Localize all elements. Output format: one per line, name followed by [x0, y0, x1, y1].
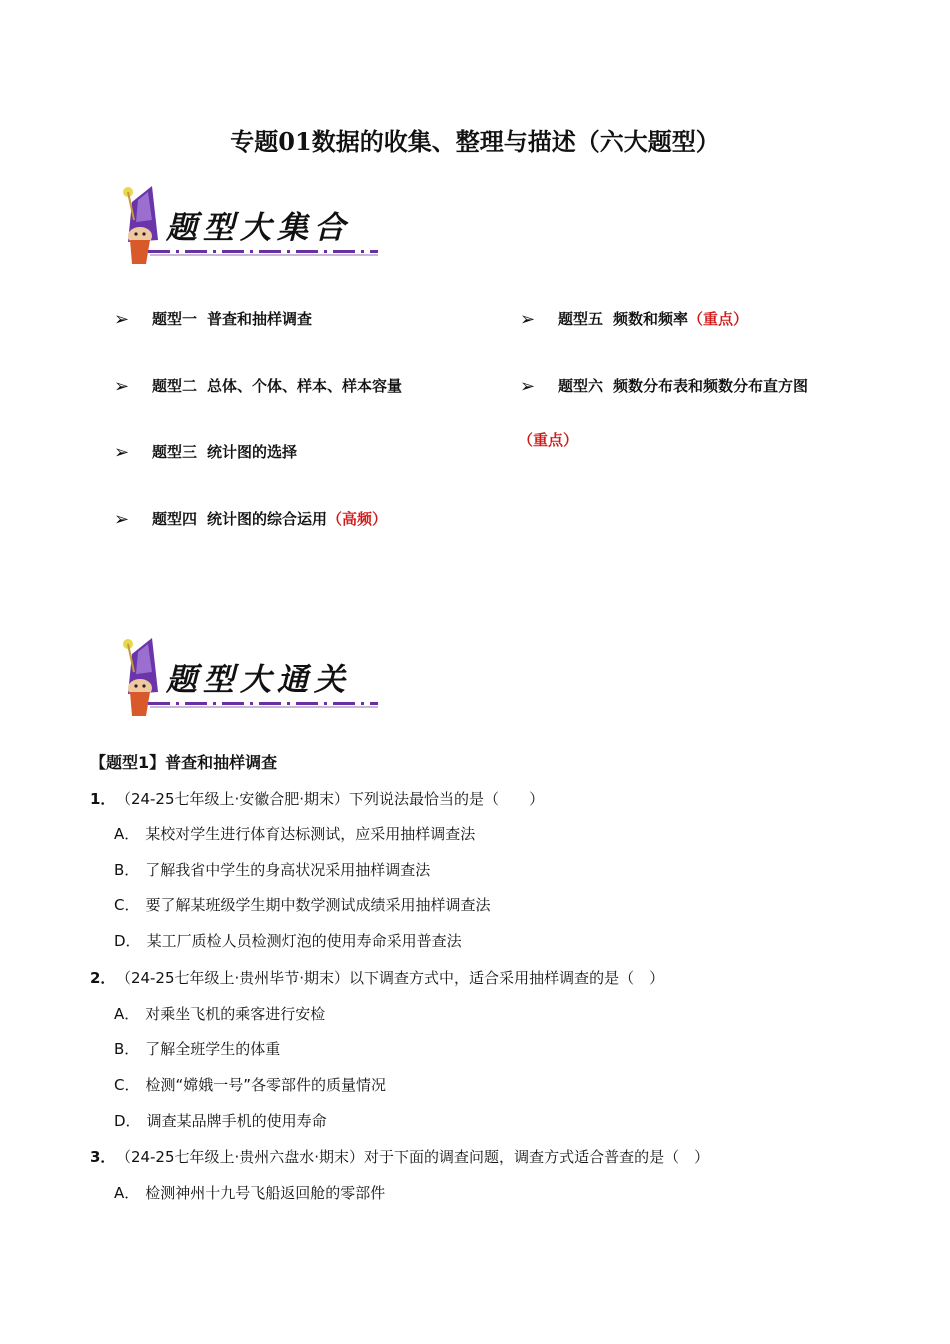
banner-collection-shadow [150, 254, 378, 256]
question-2-option-d[interactable]: D． 调查某品牌手机的使用寿命 [114, 1112, 327, 1130]
arrow-bullet-icon: ➢ [114, 376, 130, 397]
question-1-option-c[interactable]: C． 要了解某班级学生期中数学测试成绩采用抽样调查法 [114, 896, 491, 914]
question-1-option-b[interactable]: B． 了解我省中学生的身高状况采用抽样调查法 [114, 861, 431, 879]
tag-high-frequency: （高频） [327, 510, 388, 528]
toc-item-1[interactable]: ➢ 题型一 普查和抽样调查 [114, 309, 313, 330]
arrow-bullet-icon: ➢ [114, 309, 130, 330]
question-3-option-a[interactable]: A． 检测神州十九号飞船返回舱的零部件 [114, 1184, 386, 1202]
toc-item-6-tag: （重点） [518, 431, 579, 449]
question-2-option-b[interactable]: B． 了解全班学生的体重 [114, 1040, 281, 1058]
question-1-option-a[interactable]: A． 某校对学生进行体育达标测试，应采用抽样调查法 [114, 825, 476, 843]
banner-pass [118, 632, 383, 722]
arrow-bullet-icon: ➢ [114, 442, 130, 463]
section-heading: 【题型1】普查和抽样调查 [90, 753, 278, 772]
banner-collection [118, 180, 383, 270]
toc-item-4[interactable]: ➢ 题型四 统计图的综合运用（高频） [114, 509, 388, 530]
page-title: 专题01数据的收集、整理与描述（六大题型） [230, 127, 720, 156]
question-3: 3． （24-25七年级上·贵州六盘水·期末）对于下面的调查问题，调查方式适合普查的是（ ） [90, 1148, 710, 1166]
toc-item-5[interactable]: ➢ 题型五 频数和频率（重点） [520, 309, 749, 330]
arrow-bullet-icon: ➢ [520, 309, 536, 330]
banner-pass-shadow [150, 706, 378, 708]
banner-pass-text: 题型大通关 [166, 662, 351, 698]
toc-item-3[interactable]: ➢ 题型三 统计图的选择 [114, 442, 298, 463]
toc-item-2[interactable]: ➢ 题型二 总体、个体、样本、样本容量 [114, 376, 403, 397]
banner-collection-underline [148, 250, 378, 253]
banner-collection-text: 题型大集合 [166, 210, 351, 246]
toc-item-6[interactable]: ➢ 题型六 频数分布表和频数分布直方图 [520, 376, 809, 397]
question-2: 2． （24-25七年级上·贵州毕节·期末）以下调查方式中，适合采用抽样调查的是（ ） [90, 969, 665, 987]
question-1-option-d[interactable]: D． 某工厂质检人员检测灯泡的使用寿命采用普查法 [114, 932, 462, 950]
wizard-mascot-icon [118, 632, 170, 722]
banner-pass-underline [148, 702, 378, 705]
tag-important: （重点） [688, 310, 749, 328]
question-2-option-a[interactable]: A． 对乘坐飞机的乘客进行安检 [114, 1005, 326, 1023]
question-2-option-c[interactable]: C． 检测“嫦娥一号”各零部件的质量情况 [114, 1076, 387, 1094]
wizard-mascot-icon [118, 180, 170, 270]
arrow-bullet-icon: ➢ [114, 509, 130, 530]
question-1: 1． （24-25七年级上·安徽合肥·期末）下列说法最恰当的是（ ） [90, 790, 545, 808]
arrow-bullet-icon: ➢ [520, 376, 536, 397]
